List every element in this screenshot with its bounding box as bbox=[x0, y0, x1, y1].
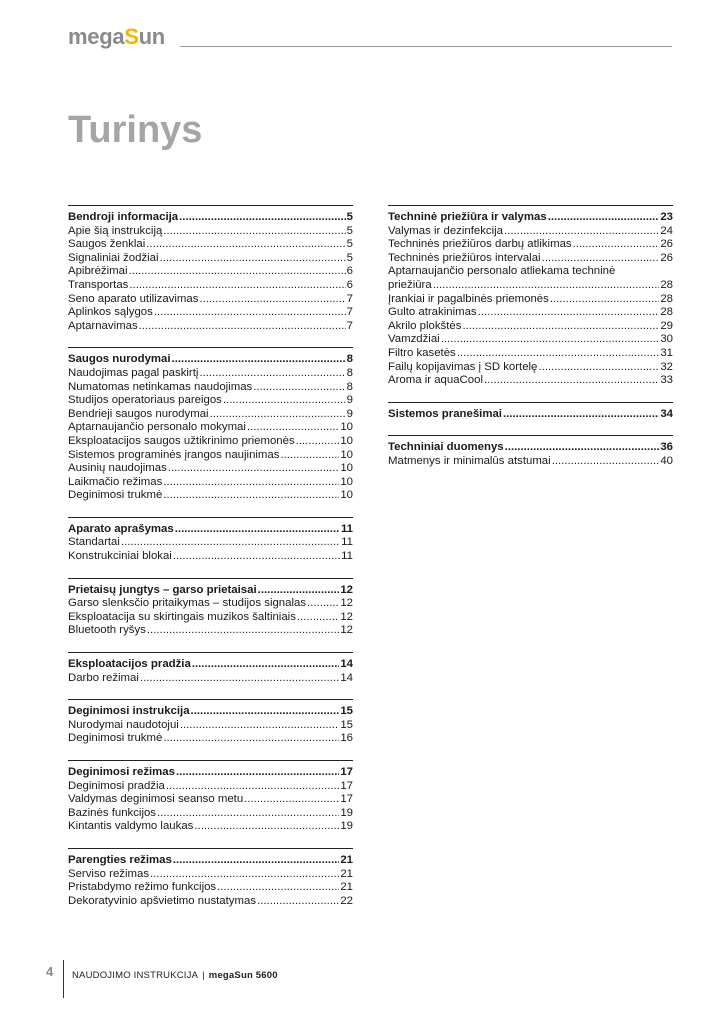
toc-page-number: 12 bbox=[340, 597, 353, 610]
toc-entry-label: Apie šią instrukciją bbox=[68, 224, 163, 237]
toc-page-number: 10 bbox=[340, 475, 353, 488]
toc-leader-dots bbox=[258, 584, 340, 598]
toc-entry-label: Aplinkos sąlygos bbox=[68, 306, 153, 319]
toc-entry-label: Aroma ir aquaCool bbox=[388, 374, 483, 387]
toc-page-number: 21 bbox=[340, 881, 353, 894]
toc-entry-label: Eksploatacijos saugos užtikrinimo priemonės bbox=[68, 434, 295, 447]
toc-page-number: 10 bbox=[340, 448, 353, 461]
toc-entry-label: Nurodymai naudotojui bbox=[68, 718, 179, 731]
toc-section-heading[interactable] bbox=[68, 523, 353, 537]
toc-leader-dots bbox=[194, 820, 339, 834]
toc-leader-dots bbox=[192, 658, 340, 672]
toc-entry[interactable] bbox=[68, 489, 353, 503]
toc-leader-dots bbox=[457, 347, 660, 361]
toc-page-number: 6 bbox=[346, 265, 353, 278]
toc-entry[interactable] bbox=[388, 306, 673, 320]
toc-entry[interactable] bbox=[68, 435, 353, 449]
page-title: Turinys bbox=[68, 109, 203, 151]
toc-leader-dots bbox=[163, 732, 339, 746]
toc-section bbox=[68, 848, 353, 908]
toc-entry-label: Standartai bbox=[68, 536, 120, 549]
toc-entry-label: Failų kopijavimas į SD kortelę bbox=[388, 360, 538, 373]
toc-entry-label: Kintantis valdymo laukas bbox=[68, 820, 194, 833]
toc-leader-dots bbox=[217, 881, 339, 895]
logo-suffix: un bbox=[138, 24, 165, 49]
toc-entry-label: Studijos operatoriaus pareigos bbox=[68, 394, 222, 407]
footer-text bbox=[72, 970, 278, 981]
toc-entry-label: Bendrieji saugos nurodymai bbox=[68, 407, 209, 420]
toc-section-title: Techniniai duomenys bbox=[388, 441, 504, 454]
toc-leader-dots bbox=[548, 211, 660, 225]
toc-page-number: 5 bbox=[346, 238, 353, 251]
toc-entry[interactable] bbox=[388, 347, 673, 361]
toc-entry-label: Transportas bbox=[68, 278, 129, 291]
toc-page-number: 7 bbox=[346, 306, 353, 319]
toc-section-title: Eksploatacijos pradžia bbox=[68, 658, 191, 671]
toc-section-title: Aparato aprašymas bbox=[68, 522, 174, 535]
toc-page-number: 22 bbox=[340, 894, 353, 907]
toc-page-number: 10 bbox=[340, 421, 353, 434]
toc-leader-dots bbox=[191, 705, 340, 719]
toc-entry[interactable] bbox=[68, 462, 353, 476]
toc-leader-dots bbox=[176, 766, 339, 780]
toc-leader-dots bbox=[166, 780, 339, 794]
toc-leader-dots bbox=[280, 449, 339, 463]
toc-entry-label: priežiūra bbox=[388, 278, 432, 291]
toc-entry[interactable] bbox=[68, 780, 353, 794]
toc-page-number: 15 bbox=[340, 705, 353, 718]
toc-entry[interactable] bbox=[68, 367, 353, 381]
toc-entry[interactable] bbox=[68, 820, 353, 834]
toc-entry-label: Naudojimas pagal paskirtį bbox=[68, 366, 199, 379]
toc-page-number: 17 bbox=[340, 793, 353, 806]
toc-page-number: 14 bbox=[340, 658, 353, 671]
toc-leader-dots bbox=[160, 252, 346, 266]
toc-section bbox=[68, 652, 353, 685]
toc-entry-label: Sistemos programinės įrangos naujinimas bbox=[68, 448, 280, 461]
toc-leader-dots bbox=[173, 550, 340, 564]
toc-section-heading[interactable] bbox=[68, 658, 353, 672]
toc-page-number: 21 bbox=[340, 867, 353, 880]
toc-entry[interactable] bbox=[68, 881, 353, 895]
toc-entry-label: Matmenys ir minimalūs atstumai bbox=[388, 454, 551, 467]
toc-entry-label: Filtro kasetės bbox=[388, 346, 456, 359]
toc-entry-label: Akrilo plokštės bbox=[388, 319, 462, 332]
toc-entry[interactable] bbox=[68, 895, 353, 909]
toc-leader-dots bbox=[140, 672, 339, 686]
toc-entry-label: Aptarnavimas bbox=[68, 319, 138, 332]
toc-leader-dots bbox=[150, 868, 339, 882]
toc-section-heading[interactable] bbox=[68, 705, 353, 719]
toc-entry[interactable] bbox=[68, 719, 353, 733]
toc-section bbox=[68, 347, 353, 503]
toc-page-number: 5 bbox=[346, 251, 353, 264]
toc-entry[interactable] bbox=[68, 238, 353, 252]
toc-page-number: 26 bbox=[660, 251, 673, 264]
toc-section bbox=[388, 435, 673, 468]
toc-page-number: 26 bbox=[660, 238, 673, 251]
toc-entry-label: Gulto atrakinimas bbox=[388, 306, 477, 319]
toc-leader-dots bbox=[139, 320, 346, 334]
toc-leader-dots bbox=[172, 353, 346, 367]
toc-leader-dots bbox=[503, 408, 659, 422]
toc-entry[interactable] bbox=[68, 732, 353, 746]
toc-leader-dots bbox=[504, 225, 659, 239]
toc-leader-dots bbox=[433, 279, 660, 293]
toc-leader-dots bbox=[542, 252, 660, 266]
toc-leader-dots bbox=[168, 462, 340, 476]
toc-leader-dots bbox=[129, 265, 346, 279]
toc-section-title: Deginimosi instrukcija bbox=[68, 705, 190, 718]
toc-entry[interactable] bbox=[388, 225, 673, 239]
toc-leader-dots bbox=[129, 279, 345, 293]
toc-entry-label: Deginimosi trukmė bbox=[68, 489, 163, 502]
toc-page-number: 28 bbox=[660, 306, 673, 319]
toc-entry-label: Ausinių naudojimas bbox=[68, 462, 167, 475]
toc-leader-dots bbox=[173, 854, 339, 868]
toc-page-number: 12 bbox=[340, 624, 353, 637]
toc-entry[interactable] bbox=[388, 361, 673, 375]
toc-entry[interactable] bbox=[68, 306, 353, 320]
toc-entry[interactable] bbox=[68, 807, 353, 821]
toc-page-number: 10 bbox=[340, 489, 353, 502]
toc-section bbox=[68, 760, 353, 834]
toc-entry[interactable] bbox=[68, 536, 353, 550]
toc-page-number: 34 bbox=[660, 407, 673, 420]
toc-entry[interactable] bbox=[68, 672, 353, 686]
footer-divider bbox=[63, 960, 64, 998]
toc-entry[interactable] bbox=[388, 293, 673, 307]
toc-entry-label: Valdymas deginimosi seanso metu bbox=[68, 793, 244, 806]
toc-page-number: 12 bbox=[340, 583, 353, 596]
toc-entry[interactable] bbox=[68, 394, 353, 408]
toc-leader-dots bbox=[175, 523, 340, 537]
toc-page-number: 15 bbox=[340, 718, 353, 731]
toc-leader-dots bbox=[253, 381, 345, 395]
toc-page-number: 11 bbox=[341, 550, 353, 563]
toc-section-title: Techninė priežiūra ir valymas bbox=[388, 211, 547, 223]
toc-section-title: Prietaisų jungtys – garso prietaisai bbox=[68, 583, 257, 596]
toc-entry-label: Deginimosi pradžia bbox=[68, 779, 165, 792]
toc-section-title: Parengties režimas bbox=[68, 853, 172, 866]
toc-entry[interactable] bbox=[68, 225, 353, 239]
toc-section-heading[interactable] bbox=[388, 441, 673, 455]
toc-section bbox=[68, 699, 353, 746]
toc-section-title: Sistemos pranešimai bbox=[388, 407, 502, 420]
toc-leader-dots bbox=[307, 597, 339, 611]
toc-leader-dots bbox=[552, 455, 660, 469]
toc-entry-label: Bazinės funkcijos bbox=[68, 806, 157, 819]
toc-page-number: 30 bbox=[660, 333, 673, 346]
toc-entry[interactable] bbox=[68, 381, 353, 395]
footer-model: megaSun 5600 bbox=[208, 970, 278, 981]
toc-section bbox=[388, 402, 673, 422]
toc-page-number: 8 bbox=[346, 353, 353, 366]
toc-entry-label: Laikmačio režimas bbox=[68, 475, 163, 488]
toc-entry[interactable] bbox=[388, 238, 673, 252]
toc-section-title: Deginimosi režimas bbox=[68, 766, 175, 778]
toc-entry[interactable] bbox=[68, 793, 353, 807]
toc-page-number: 5 bbox=[346, 211, 353, 223]
toc-entry-label: Vamzdžiai bbox=[388, 333, 440, 346]
toc-entry[interactable] bbox=[68, 265, 353, 279]
toc-leader-dots bbox=[297, 611, 339, 625]
logo-prefix: mega bbox=[68, 24, 125, 49]
toc-page-number: 19 bbox=[340, 806, 353, 819]
toc-section bbox=[68, 578, 353, 638]
toc-section-heading[interactable] bbox=[388, 408, 673, 422]
toc-page-number: 6 bbox=[346, 278, 353, 291]
toc-entry[interactable] bbox=[68, 293, 353, 307]
toc-leader-dots bbox=[146, 238, 345, 252]
toc-entry-label: Bluetooth ryšys bbox=[68, 624, 146, 637]
toc-entry-label: Eksploatacija su skirtingais muzikos šaltiniais bbox=[68, 610, 296, 623]
toc-page-number: 10 bbox=[340, 462, 353, 475]
toc-entry[interactable] bbox=[68, 476, 353, 490]
toc-entry-label: Konstrukciniai blokai bbox=[68, 550, 172, 563]
toc-page-number: 11 bbox=[341, 536, 353, 549]
toc-page-number: 9 bbox=[346, 407, 353, 420]
toc-entry-label: Serviso režimas bbox=[68, 867, 150, 880]
toc-page-number: 36 bbox=[660, 441, 673, 454]
toc-page-number: 7 bbox=[346, 319, 353, 332]
toc-entry[interactable] bbox=[388, 374, 673, 388]
toc-leader-dots bbox=[244, 793, 339, 807]
toc-entry-label: Seno aparato utilizavimas bbox=[68, 292, 199, 305]
toc-entry-label: Aptarnaujančio personalo mokymai bbox=[68, 421, 246, 434]
toc-page-number: 9 bbox=[346, 394, 353, 407]
toc-page-number: 33 bbox=[660, 374, 673, 387]
toc-page-number: 31 bbox=[660, 346, 673, 359]
toc-entry-label: Pristabdymo režimo funkcijos bbox=[68, 881, 217, 894]
toc-entry[interactable] bbox=[68, 421, 353, 435]
toc-leader-dots bbox=[441, 333, 660, 347]
toc-entry-label: Techninės priežiūros intervalai bbox=[388, 251, 541, 264]
toc-leader-dots bbox=[505, 441, 660, 455]
toc-page-number: 10 bbox=[340, 434, 353, 447]
toc-page-number: 23 bbox=[660, 211, 673, 223]
toc-leader-dots bbox=[550, 293, 660, 307]
toc-section-heading[interactable] bbox=[388, 211, 673, 225]
toc-leader-dots bbox=[484, 374, 659, 388]
toc-entry-label: Techninės priežiūros darbų atlikimas bbox=[388, 238, 572, 251]
toc-leader-dots bbox=[157, 807, 339, 821]
toc-leader-dots bbox=[462, 320, 659, 334]
toc-left-column bbox=[68, 205, 353, 922]
toc-entry[interactable] bbox=[68, 279, 353, 293]
toc-entry[interactable] bbox=[68, 624, 353, 638]
toc-section bbox=[68, 517, 353, 564]
toc-section-heading[interactable] bbox=[68, 854, 353, 868]
toc-leader-dots bbox=[180, 719, 340, 733]
toc-page-number: 17 bbox=[340, 779, 353, 792]
toc-page-number: 29 bbox=[660, 319, 673, 332]
toc-page-number: 11 bbox=[340, 522, 353, 535]
toc-page-number: 28 bbox=[660, 292, 673, 305]
toc-entry-label: Numatomas netinkamas naudojimas bbox=[68, 380, 253, 393]
toc-page-number: 19 bbox=[340, 820, 353, 833]
toc-leader-dots bbox=[163, 476, 339, 490]
toc-entry[interactable] bbox=[388, 333, 673, 347]
toc-entry[interactable] bbox=[388, 320, 673, 334]
toc-section-heading[interactable] bbox=[68, 211, 353, 225]
toc-leader-dots bbox=[154, 306, 346, 320]
toc-entry[interactable] bbox=[68, 449, 353, 463]
toc-leader-dots bbox=[210, 408, 346, 422]
toc-entry[interactable] bbox=[68, 597, 353, 611]
toc-leader-dots bbox=[163, 225, 345, 239]
toc-page-number: 21 bbox=[340, 853, 353, 866]
toc-section-heading[interactable] bbox=[68, 584, 353, 598]
toc-section-heading[interactable] bbox=[68, 766, 353, 780]
toc-leader-dots bbox=[223, 394, 346, 408]
toc-section bbox=[68, 205, 353, 333]
toc-entry-label: Valymas ir dezinfekcija bbox=[388, 224, 504, 237]
toc-page-number: 40 bbox=[660, 454, 673, 467]
toc-leader-dots bbox=[573, 238, 660, 252]
toc-leader-dots bbox=[257, 895, 339, 909]
logo-sun-letter: S bbox=[124, 24, 139, 49]
toc-section bbox=[388, 205, 673, 388]
toc-leader-dots bbox=[296, 435, 340, 449]
toc-entry[interactable] bbox=[68, 611, 353, 625]
toc-entry[interactable] bbox=[388, 252, 673, 266]
toc-entry[interactable] bbox=[68, 550, 353, 564]
toc-page-number: 8 bbox=[346, 366, 353, 379]
toc-entry-label: Saugos ženklai bbox=[68, 238, 146, 251]
toc-section-title: Saugos nurodymai bbox=[68, 353, 171, 366]
page-number: 4 bbox=[46, 964, 54, 979]
toc-section-heading[interactable] bbox=[68, 353, 353, 367]
toc-entry[interactable] bbox=[68, 320, 353, 334]
footer-doc-label: NAUDOJIMO INSTRUKCIJA bbox=[72, 970, 199, 981]
toc-entry[interactable] bbox=[388, 279, 673, 293]
toc-section-title: Bendroji informacija bbox=[68, 211, 179, 223]
toc-right-column bbox=[388, 205, 673, 483]
footer-separator: | bbox=[202, 970, 205, 981]
toc-entry-label: Signaliniai žodžiai bbox=[68, 251, 159, 264]
toc-page-number: 12 bbox=[340, 610, 353, 623]
toc-page-number: 16 bbox=[340, 732, 353, 745]
toc-page-number: 32 bbox=[660, 360, 673, 373]
toc-leader-dots bbox=[199, 293, 345, 307]
toc-entry-label: Apibrėžimai bbox=[68, 265, 128, 278]
header-rule bbox=[180, 46, 672, 47]
toc-entry[interactable] bbox=[68, 252, 353, 266]
toc-page-number: 7 bbox=[346, 292, 353, 305]
megasun-logo bbox=[68, 24, 165, 50]
toc-leader-dots bbox=[538, 361, 659, 375]
toc-leader-dots bbox=[147, 624, 339, 638]
toc-entry-label: Dekoratyvinio apšvietimo nustatymas bbox=[68, 894, 257, 907]
toc-page-number: 14 bbox=[340, 671, 353, 684]
toc-leader-dots bbox=[199, 367, 345, 381]
toc-leader-dots bbox=[163, 489, 339, 503]
toc-page-number: 28 bbox=[660, 278, 673, 291]
toc-entry-label: Deginimosi trukmė bbox=[68, 732, 163, 745]
toc-page-number: 17 bbox=[340, 766, 353, 778]
toc-entry[interactable] bbox=[68, 408, 353, 422]
toc-leader-dots bbox=[121, 536, 340, 550]
toc-page-number: 5 bbox=[346, 224, 353, 237]
toc-page-number: 8 bbox=[346, 380, 353, 393]
toc-entry-first-line[interactable]: Aptarnaujančio personalo atliekama techninė bbox=[388, 265, 616, 278]
toc-entry-label: Garso slenksčio pritaikymas – studijos signalas bbox=[68, 597, 307, 610]
toc-leader-dots bbox=[478, 306, 660, 320]
toc-entry[interactable] bbox=[68, 868, 353, 882]
toc-leader-dots bbox=[179, 211, 346, 225]
toc-entry[interactable] bbox=[388, 455, 673, 469]
toc-entry-label: Įrankiai ir pagalbinės priemonės bbox=[388, 292, 549, 305]
toc-entry-label: Darbo režimai bbox=[68, 671, 139, 684]
toc-leader-dots bbox=[247, 421, 339, 435]
toc-page-number: 24 bbox=[660, 224, 673, 237]
